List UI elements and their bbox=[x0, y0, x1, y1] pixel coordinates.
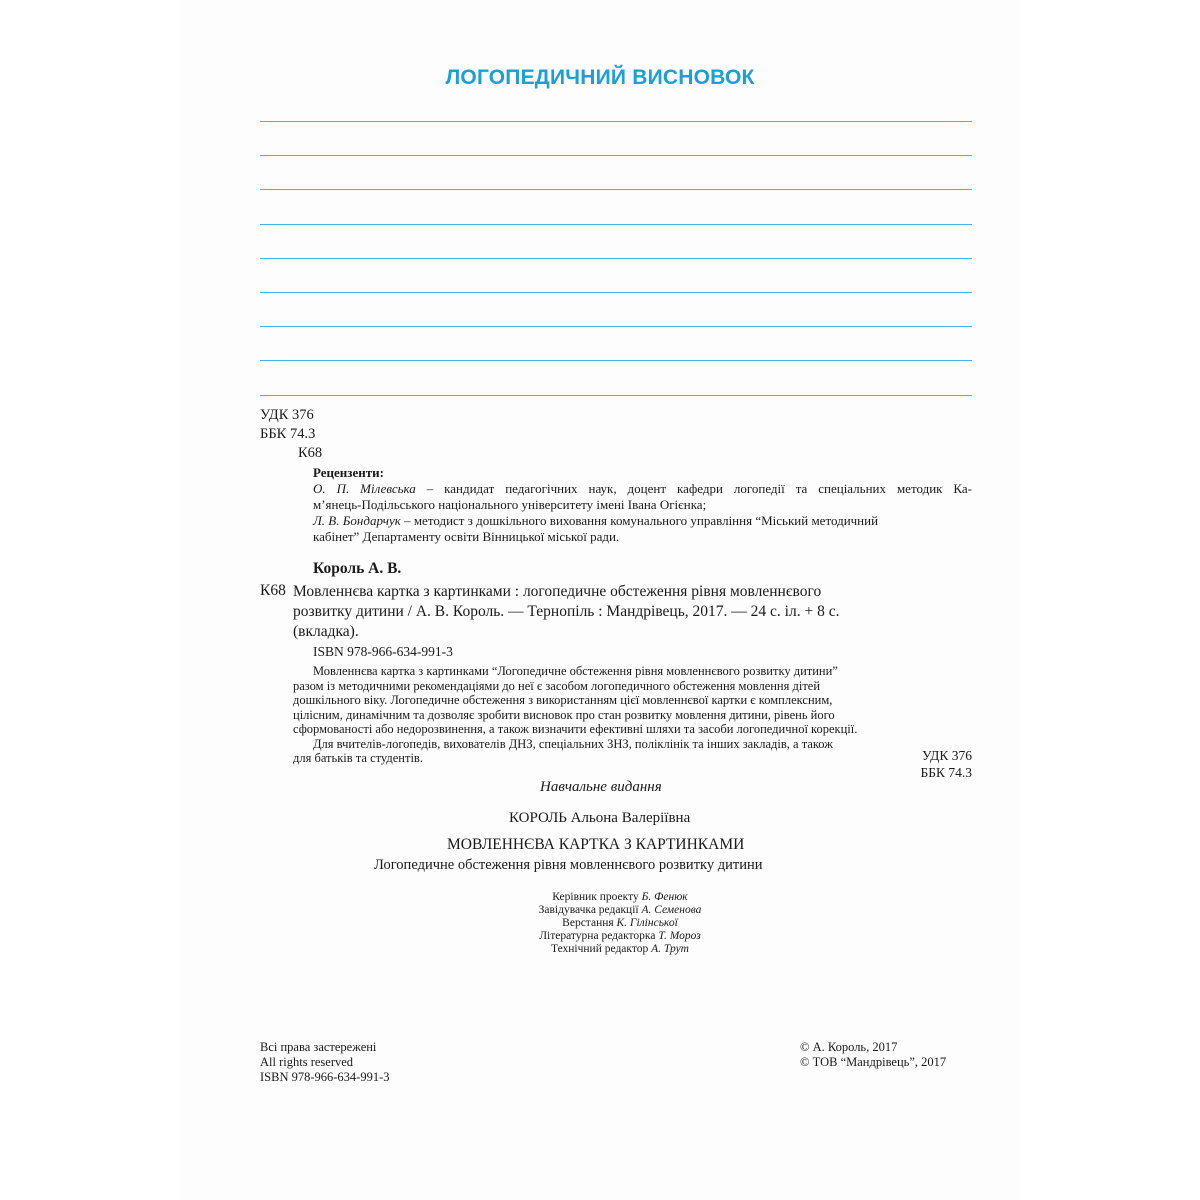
annotation-line: дошкільного віку. Логопедичне обстеження з використанням цієї мовленнєвої картки є комплексним, bbox=[293, 693, 833, 707]
conclusion-title: ЛОГОПЕДИЧНИЙ ВИСНОВОК bbox=[445, 66, 755, 89]
reviewer-entry bbox=[313, 513, 972, 545]
book-subtitle: Логопедичне обстеження рівня мовленнєвого розвитку дитини bbox=[374, 857, 763, 873]
rights-en: All rights reserved bbox=[260, 1055, 354, 1069]
credit-name: А. Трут bbox=[651, 943, 689, 955]
book-title: МОВЛЕННЄВА КАРТКА З КАРТИНКАМИ bbox=[447, 836, 745, 853]
credit-name: Б. Фенюк bbox=[641, 891, 688, 903]
annotation-line: Для вчителів-логопедів, вихователів ДНЗ, спеціальних ЗНЗ, поліклінік та інших закладів, а також bbox=[313, 736, 833, 751]
credit-line bbox=[490, 943, 750, 956]
bib-line: розвитку дитини / А. В. Король. — Тернопіль : Мандрівець, 2017. — 24 с. іл. + 8 с. bbox=[293, 603, 840, 620]
credit-role: Верстання bbox=[562, 917, 617, 929]
footer-copyright bbox=[800, 1040, 946, 1070]
bib-description bbox=[293, 582, 973, 642]
edition-type: Навчальне видання bbox=[540, 779, 662, 795]
reviewer-entry bbox=[313, 481, 972, 513]
rights-ua: Всі права застережені bbox=[260, 1040, 377, 1054]
reviewer-name: О. П. Мілевська bbox=[313, 481, 416, 496]
reviewer-details-cont: кабінет” Департаменту освіти Вінницької міської ради. bbox=[313, 529, 620, 544]
annotation-udk: УДК 376 bbox=[921, 748, 972, 763]
writing-line bbox=[260, 258, 972, 259]
copyright-author: © А. Король, 2017 bbox=[800, 1040, 898, 1054]
udk-code: УДК 376 bbox=[260, 407, 314, 423]
bib-isbn: ISBN 978-966-634-991-3 bbox=[313, 644, 453, 659]
bbk-code: ББК 74.3 bbox=[260, 426, 316, 442]
footer-rights bbox=[260, 1040, 390, 1085]
writing-line bbox=[260, 121, 972, 122]
annotation-line: разом із методичними рекомендаціями до неї є засобом логопедичного обстеження мовлення дітей bbox=[293, 678, 821, 693]
credit-role: Керівник проекту bbox=[552, 891, 642, 903]
reviewer-details: – методист з дошкільного виховання комунального управління “Міський методичний bbox=[400, 513, 879, 528]
bib-line: Мовленнєва картка з картинками : логопедичне обстеження рівня мовленнєвого bbox=[293, 583, 822, 600]
writing-line bbox=[260, 155, 972, 156]
bib-code: К68 bbox=[260, 582, 286, 599]
reviewer-details: – кандидат педагогічних наук, доцент кафедри логопедії та спеціальних методик Ка- bbox=[415, 481, 972, 496]
reviewer-name: Л. В. Бондарчук bbox=[313, 513, 401, 528]
annotation-bbk: ББК 74.3 bbox=[920, 765, 972, 780]
writing-line bbox=[260, 224, 972, 225]
footer-isbn: ISBN 978-966-634-991-3 bbox=[260, 1070, 390, 1084]
credits-list bbox=[490, 891, 750, 956]
credit-role: Завідувачка редакції bbox=[538, 904, 642, 916]
author-full-name: КОРОЛЬ Альона Валеріївна bbox=[509, 810, 691, 826]
credit-role: Літературна редакторка bbox=[539, 930, 659, 942]
bib-author: Король А. В. bbox=[313, 560, 402, 577]
credit-line bbox=[490, 904, 750, 917]
reviewer-details-cont: м’янець-Подільського національного університету імені Івана Огієнка; bbox=[313, 497, 707, 512]
writing-line bbox=[260, 326, 972, 327]
credit-name: К. Гілінської bbox=[616, 917, 678, 929]
writing-line bbox=[260, 395, 972, 396]
credit-line bbox=[490, 891, 750, 904]
annotation-line: для батьків та студентів. bbox=[293, 751, 423, 765]
copyright-publisher: © ТОВ “Мандрівець”, 2017 bbox=[800, 1055, 947, 1069]
credit-name: Т. Мороз bbox=[658, 930, 701, 942]
bib-line: (вкладка). bbox=[293, 623, 359, 640]
credit-name: А. Семенова bbox=[641, 904, 702, 916]
annotation-line: Мовленнєва картка з картинками “Логопедичне обстеження рівня мовленнєвого розвитку дитини” bbox=[313, 664, 838, 678]
writing-line bbox=[260, 360, 972, 361]
credit-role: Технічний редактор bbox=[550, 943, 652, 955]
writing-line bbox=[260, 292, 972, 293]
author-mark: К68 bbox=[298, 445, 323, 461]
writing-line bbox=[260, 189, 972, 190]
reviewers-heading: Рецензенти: bbox=[313, 465, 384, 480]
annotation-line: цілісним, динамічним та дозволяє зробити висновок про стан розвитку мовлення дитини, рівень його bbox=[293, 707, 835, 722]
annotation-line: сформованості або недорозвинення, а також визначити ефективні шляхи та засоби логопедичної корекції. bbox=[293, 722, 858, 736]
credit-line bbox=[490, 917, 750, 930]
credit-line bbox=[490, 930, 750, 943]
